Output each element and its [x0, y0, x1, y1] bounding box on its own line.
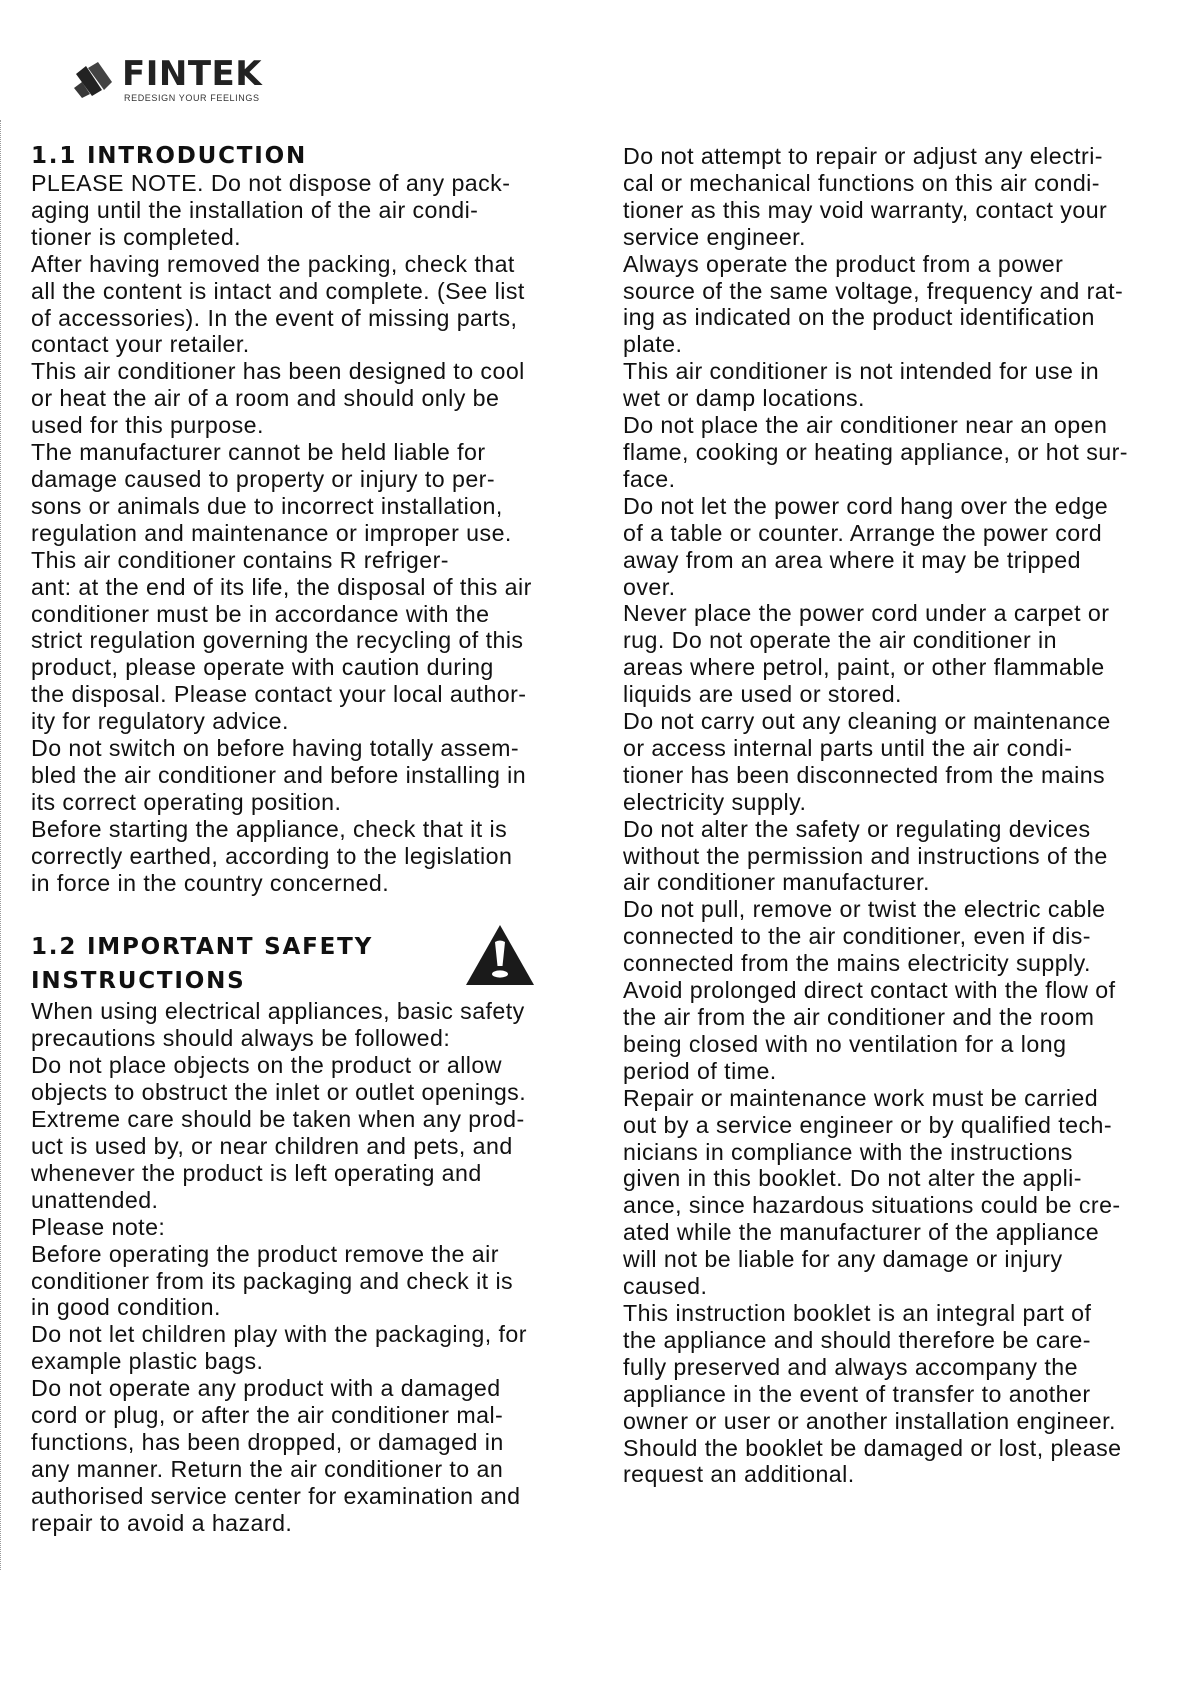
paragraph: Extreme care should be taken when any prod- uct is used by, or near children and pets, and whenever the product is left operating and unattended.: [31, 1106, 525, 1213]
paragraph: Do not let the power cord hang over the edge of a table or counter. Arrange the power cord away from an area where it may be tripped over.: [623, 492, 1109, 600]
paragraph: Repair or maintenance work must be carried out by a service engineer or by qualified tech- nicians in compliance with the instructions given in this booklet. Do not alter the appli- ance, since hazardous situations could be cre- ated while the manufacturer of the appliance will not be liable for any damage or injury caused.: [623, 1084, 1121, 1300]
brand-tagline: REDESIGN YOUR FEELINGS: [124, 93, 260, 103]
safety-section: [31, 930, 581, 1536]
paragraph: This instruction booklet is an integral part of the appliance and should therefore be care- fully preserved and always accompany the appliance in the event of transfer to another owner or user or another installation engineer. Should the booklet be damaged or lost, please request an additional.: [623, 1299, 1122, 1488]
paragraph: Never place the power cord under a carpet or rug. Do not operate the air conditioner in areas where petrol, paint, or other flammable liquids are used or stored.: [623, 600, 1110, 708]
brand-name: FINTEK: [122, 54, 263, 94]
paragraph: Always operate the product from a power source of the same voltage, frequency and rat- ing as indicated on the product identification plate.: [623, 250, 1124, 358]
fintek-logo-icon: [72, 60, 118, 100]
paragraph: Before operating the product remove the air conditioner from its packaging and check it is in good condition.: [31, 1240, 514, 1321]
paragraph: Do not operate any product with a damaged cord or plug, or after the air conditioner mal- functions, has been dropped, or damaged in any manner. Return the air conditioner to an authorised service center for examination and repair to avoid a hazard.: [31, 1375, 521, 1536]
paragraph: Do not carry out any cleaning or maintenance or access internal parts until the air condi- tioner has been disconnected from the mains electricity supply.: [623, 708, 1111, 815]
left-column: [31, 143, 581, 1537]
right-column: [623, 143, 1178, 1488]
paragraph: The manufacturer cannot be held liable for damage caused to property or injury to per- sons or animals due to incorrect installation, regulation and maintenance or improper use.: [31, 439, 512, 546]
paragraph: Do not pull, remove or twist the electric cable connected to the air conditioner, even if dis- connected from the mains electricity supply.: [623, 896, 1106, 977]
paragraph: This air conditioner is not intended for use in wet or damp locations.: [623, 358, 1100, 412]
paragraph: Do not alter the safety or regulating devices without the permission and instructions of the air conditioner manufacturer.: [623, 815, 1108, 896]
paragraph: Do not place objects on the product or allow objects to obstruct the inlet or outlet openings.: [31, 1052, 527, 1106]
paragraph: Before starting the appliance, check that it is correctly earthed, according to the legislation in force in the country concerned.: [31, 815, 513, 896]
paragraph: This air conditioner contains R refriger- ant: at the end of its life, the disposal of this air conditioner must be in accordance with the strict regulation governing the recycling of this product, please operate with caution during the disposal. Please contact your local author- ity for regulatory advice.: [31, 546, 532, 735]
safety-heading: 1.2 IMPORTANT SAFETY INSTRUCTIONS: [31, 934, 374, 995]
paragraph: Do not place the air conditioner near an open flame, cooking or heating appliance, or hot sur- face.: [623, 412, 1128, 492]
paragraph: When using electrical appliances, basic safety precautions should always be followed:: [31, 998, 525, 1052]
paragraph: Do not let children play with the packaging, for example plastic bags.: [31, 1321, 527, 1375]
paragraph: Do not attempt to repair or adjust any electri- cal or mechanical functions on this air condi- tioner as this may void warranty, contact your service engineer.: [623, 143, 1108, 250]
warning-triangle-icon: [464, 922, 536, 988]
paragraph: After having removed the packing, check that all the content is intact and complete. (See list of accessories). In the event of missing parts, contact your retailer.: [31, 250, 525, 358]
intro-heading: 1.1 INTRODUCTION: [31, 143, 308, 169]
page-edge-rule: [0, 120, 2, 1570]
paragraph: PLEASE NOTE. Do not dispose of any pack- aging until the installation of the air condi- tioner is completed.: [31, 170, 511, 250]
paragraph: Please note:: [31, 1213, 166, 1240]
paragraph: Do not switch on before having totally assem- bled the air conditioner and before installing in its correct operating position.: [31, 735, 527, 815]
paragraph: Avoid prolonged direct contact with the flow of the air from the air conditioner and the room being closed with no ventilation for a long period of time.: [623, 977, 1116, 1084]
paragraph: This air conditioner has been designed to cool or heat the air of a room and should only be used for this purpose.: [31, 358, 525, 439]
